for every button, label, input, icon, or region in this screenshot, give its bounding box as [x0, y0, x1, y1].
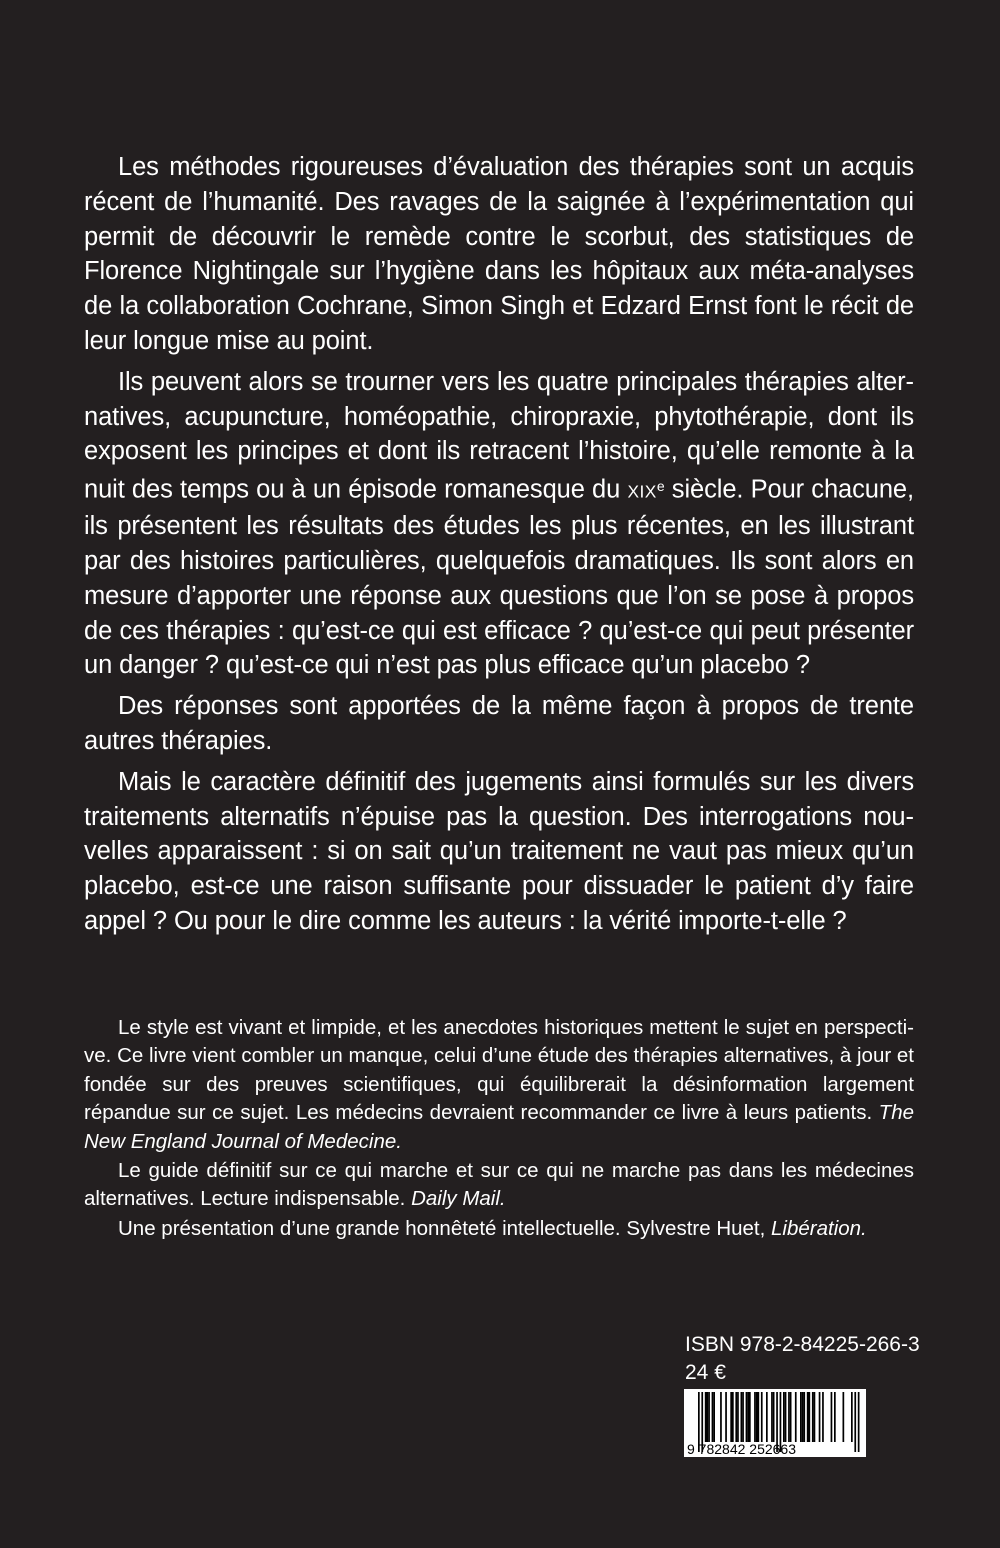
quote-1-source: The New England Journal of Medecine. — [84, 1101, 914, 1153]
barcode-bar — [735, 1392, 737, 1442]
quote-2 — [84, 1157, 914, 1214]
barcode-bar — [742, 1392, 744, 1442]
paragraph-1: Les méthodes rigoureuses d’évaluation des thérapies sont un acquis récent de l’humanité. Des ravages de la saignée à l’expérimentation qui permit de découvrir le remède contre le scorbut, des statistiques de Florence Nightingale sur l’hygiène dans les hôpitaux aux méta-analyses de la collaboration Cochrane, Simon Singh et Edzard Ernst font le récit de leur longue mise au point. — [84, 153, 914, 355]
barcode-bar — [705, 1392, 707, 1442]
barcode-bar — [807, 1392, 809, 1442]
barcode-bar — [851, 1392, 853, 1442]
barcode-graphic — [684, 1389, 866, 1457]
barcode-bar — [773, 1392, 775, 1442]
barcode-bar — [732, 1392, 734, 1442]
barcode-bar — [812, 1392, 814, 1442]
barcode-bar — [831, 1392, 833, 1442]
paragraph-2 — [84, 365, 914, 683]
barcode-bar — [783, 1392, 785, 1442]
barcode-bar — [761, 1392, 763, 1442]
quote-2-text: Le guide définitif sur ce qui marche et sur ce qui ne marche pas dans les médecines alternatives. Lecture indispensable. — [84, 1159, 914, 1211]
press-quotes — [84, 1014, 914, 1244]
barcode-bar — [749, 1392, 751, 1442]
barcode-bar — [858, 1392, 860, 1452]
paragraph-2-part-2: siècle. Pour chacune, ils présentent les résultats des études les plus récentes, en les illustrant par des histoires particulières, quelquefois dramatiques. Ils sont alors en mesure d’apporter une réponse aux questions que l’on se pose à propos de ces thérapies : qu’est-ce qui est efficace ? qu’est-ce qui peut présenter un danger ? qu’est-ce qui n’est pas plus efficace qu’un placebo ? — [84, 475, 914, 680]
barcode-bar — [720, 1392, 722, 1442]
barcode-bar — [802, 1392, 804, 1442]
barcode-bar — [822, 1392, 824, 1442]
barcode-bar — [737, 1392, 739, 1442]
price-label: 24 € — [685, 1361, 726, 1384]
barcode-bar — [746, 1392, 748, 1442]
barcode-bar — [756, 1392, 758, 1442]
barcode-bar — [785, 1392, 787, 1442]
barcode-bar — [834, 1392, 836, 1442]
description-text — [84, 150, 914, 945]
barcode-bar — [741, 1392, 743, 1442]
barcode-bar — [803, 1392, 805, 1442]
barcode-bar — [771, 1392, 773, 1442]
barcode-bar — [814, 1392, 816, 1442]
barcode-bar — [747, 1392, 749, 1442]
quote-3-source: Libération. — [771, 1216, 867, 1240]
barcode-bar — [758, 1392, 760, 1442]
barcode-bar — [788, 1392, 790, 1442]
barcode-bar — [800, 1392, 802, 1442]
barcode-bar — [790, 1392, 792, 1442]
quote-3 — [84, 1215, 914, 1243]
barcode-digits: 9 782842 252663 — [687, 1441, 796, 1457]
paragraph-4: Mais le caractère définitif des jugements ainsi formulés sur les divers traitements alternatifs n’épuise pas la question. Des interrogations nouvelles apparaissent : si on sait qu’un traitement ne vaut pas mieux qu’un placebo, est-ce une raison suffisante pour dissuader le patient d’y faire appel ? Ou pour le dire comme les auteurs : la vérité importe-t-elle ? — [84, 767, 914, 936]
isbn-label: ISBN 978-2-84225-266-3 — [685, 1333, 920, 1356]
quote-1-text: Le style est vivant et limpide, et les anecdotes historiques mettent le sujet en perspective. Ce livre vient combler un manque, celui d’une étude des thérapies alternatives, à jour et fondée sur des preuves scientifiques, qui équilibrerait la désinformation largement répandue sur ce sujet. Les médecins devraient recommander ce livre à leurs patients. — [84, 1016, 914, 1125]
barcode-bar — [712, 1392, 714, 1442]
barcode-bar — [854, 1392, 856, 1452]
quote-1 — [84, 1014, 914, 1156]
century-numeral: XIX — [627, 481, 657, 502]
paragraph-2-part-1: Ils peuvent alors se trourner vers les quatre principales thérapies alternatives, acupuncture, homéopathie, chiropraxie, phytothérapie, dont ils exposent les principes et dont ils retracent l’histoire, qu’elle remonte à la nuit des temps ou à un épisode romanesque du — [84, 367, 914, 504]
barcode-bar — [708, 1392, 710, 1442]
barcode-bar — [730, 1392, 732, 1442]
century-superscript: e — [656, 478, 665, 495]
barcode-bar — [725, 1392, 727, 1442]
barcode-bar — [795, 1392, 797, 1442]
paragraph-3: Des réponses sont apportées de la même façon à propos de trente autres thérapies. — [84, 692, 914, 756]
barcode-bar — [766, 1392, 768, 1442]
quote-2-source: Daily Mail. — [411, 1187, 506, 1211]
quote-3-text: Une présentation d’une grande honnêteté intellectuelle. Sylvestre Huet, — [118, 1216, 772, 1240]
barcode-bar — [713, 1392, 715, 1442]
barcode-bar — [707, 1392, 709, 1442]
barcode-bar — [843, 1392, 845, 1442]
barcode-bar — [754, 1392, 756, 1442]
barcode — [684, 1389, 866, 1457]
barcode-bar — [809, 1392, 811, 1442]
barcode-bar — [819, 1392, 821, 1442]
